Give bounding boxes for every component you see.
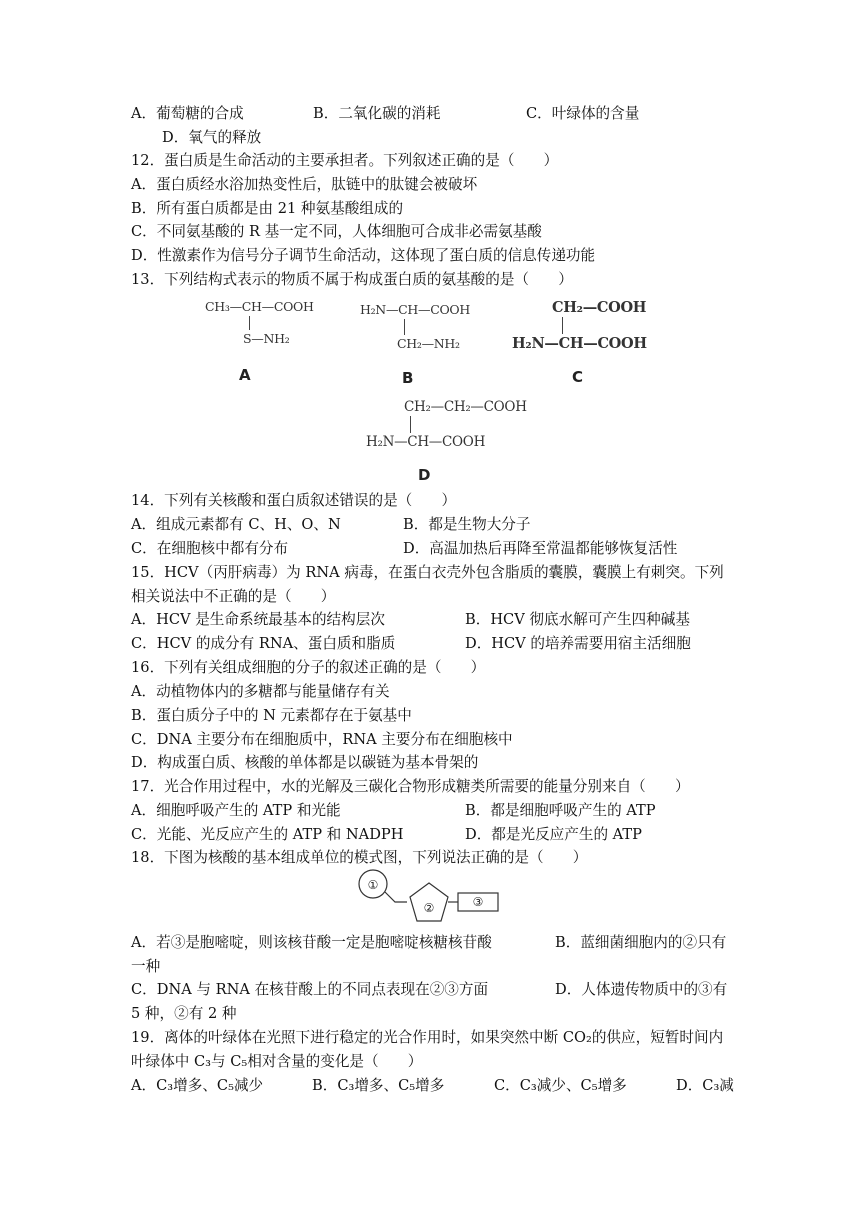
q19-option-b: B．C₃增多、C₅增多 [312,1077,445,1094]
q19-stem-line1: 19．离体的叶绿体在光照下进行稳定的光合作用时，如果突然中断 CO₂的供应，短暂时间内 [131,1029,724,1046]
q14-option-c: C．在细胞核中都有分布 [131,540,289,557]
q11-option-a: A．葡萄糖的合成 [131,105,244,122]
q18-option-d-cont: 5 种，②有 2 种 [131,1005,237,1022]
q18-option-a: A．若③是胞嘧啶，则该核苷酸一定是胞嘧啶核糖核苷酸 [131,934,492,951]
q16-option-a: A．动植物体内的多糖都与能量储存有关 [131,683,390,700]
q16-option-d: D．构成蛋白质、核酸的单体都是以碳链为基本骨架的 [131,754,479,771]
structure-d-bottom: H₂N—CH—COOH [366,434,486,450]
structure-d-top: CH₂—CH₂—COOH [404,399,527,415]
q16-stem: 16．下列有关组成细胞的分子的叙述正确的是（ ） [131,659,486,676]
q15-option-c: C．HCV 的成分有 RNA、蛋白质和脂质 [131,635,396,652]
q17-option-c: C．光能、光反应产生的 ATP 和 NADPH [131,826,404,843]
structure-b [360,303,490,393]
structure-b-label: B [402,369,414,387]
q15-stem-line2: 相关说法中不正确的是（ ） [131,588,336,605]
q15-option-b: B．HCV 彻底水解可产生四种碱基 [465,611,690,628]
structure-b-bottom: CH₂—NH₂ [397,336,460,351]
q12-option-d: D．性激素作为信号分子调节生命活动，这体现了蛋白质的信息传递功能 [131,247,596,264]
structure-c-label: C [572,368,584,386]
q16-option-b: B．蛋白质分子中的 N 元素都存在于氨基中 [131,707,412,724]
q11-option-d: D．氧气的释放 [162,129,262,146]
nucleotide-diagram [355,868,505,930]
q18-option-c: C．DNA 与 RNA 在核苷酸上的不同点表现在②③方面 [131,981,489,998]
q11-option-c: C．叶绿体的含量 [526,105,640,122]
structure-a-label: A [239,366,251,384]
q15-option-d: D．HCV 的培养需要用宿主活细胞 [465,635,691,652]
q15-option-a: A．HCV 是生命系统最基本的结构层次 [131,611,385,628]
structure-a-bottom: S—NH₂ [243,331,290,346]
q19-option-c: C．C₃减少、C₅增多 [494,1077,627,1094]
q15-stem-line1: 15．HCV（丙肝病毒）为 RNA 病毒，在蛋白衣壳外包含脂质的囊膜，囊膜上有刺突。下列 [131,564,724,581]
q14-option-a: A．组成元素都有 C、H、O、N [131,516,341,533]
diagram-label-phosphate: ① [367,878,379,892]
q18-option-b: B．蓝细菌细胞内的②只有 [555,934,727,951]
q18-option-d: D．人体遗传物质中的③有 [555,981,728,998]
q12-option-b: B．所有蛋白质都是由 21 种氨基酸组成的 [131,200,404,217]
q16-option-c: C．DNA 主要分布在细胞质中，RNA 主要分布在细胞核中 [131,731,513,748]
structure-c-top: CH₂—COOH [552,299,647,316]
q18-stem: 18．下图为核酸的基本组成单位的模式图，下列说法正确的是（ ） [131,849,588,866]
q14-stem: 14．下列有关核酸和蛋白质叙述错误的是（ ） [131,492,457,509]
q17-option-a: A．细胞呼吸产生的 ATP 和光能 [131,802,341,819]
q18-option-b-cont: 一种 [131,958,161,975]
q13-stem: 13．下列结构式表示的物质不属于构成蛋白质的氨基酸的是（ ） [131,271,573,288]
q14-option-b: B．都是生物大分子 [403,516,531,533]
structure-d [366,399,536,489]
q12-option-c: C．不同氨基酸的 R 基一定不同，人体细胞可合成非必需氨基酸 [131,223,542,240]
q19-stem-line2: 叶绿体中 C₃与 C₅相对含量的变化是（ ） [131,1053,423,1070]
diagram-label-sugar: ② [423,901,435,915]
q19-option-d: D．C₃减 [676,1077,734,1094]
q12-option-a: A．蛋白质经水浴加热变性后，肽链中的肽键会被破坏 [131,176,478,193]
q17-option-d: D．都是光反应产生的 ATP [465,826,642,843]
structure-c [512,300,652,390]
q14-option-d: D．高温加热后再降至常温都能够恢复活性 [403,540,678,557]
diagram-label-base: ③ [472,895,484,909]
structure-c-bottom: H₂N—CH—COOH [512,335,647,352]
structure-d-label: D [418,466,431,484]
structure-b-top: H₂N—CH—COOH [360,302,470,317]
structure-a-top: CH₃—CH—COOH [205,299,314,314]
q11-option-b: B．二氧化碳的消耗 [313,105,441,122]
q19-option-a: A．C₃增多、C₅减少 [131,1077,264,1094]
q17-stem: 17．光合作用过程中，水的光解及三碳化合物形成糖类所需要的能量分别来自（ ） [131,778,690,795]
structure-a [205,300,325,390]
q17-option-b: B．都是细胞呼吸产生的 ATP [465,802,656,819]
q12-stem: 12．蛋白质是生命活动的主要承担者。下列叙述正确的是（ ） [131,152,559,169]
